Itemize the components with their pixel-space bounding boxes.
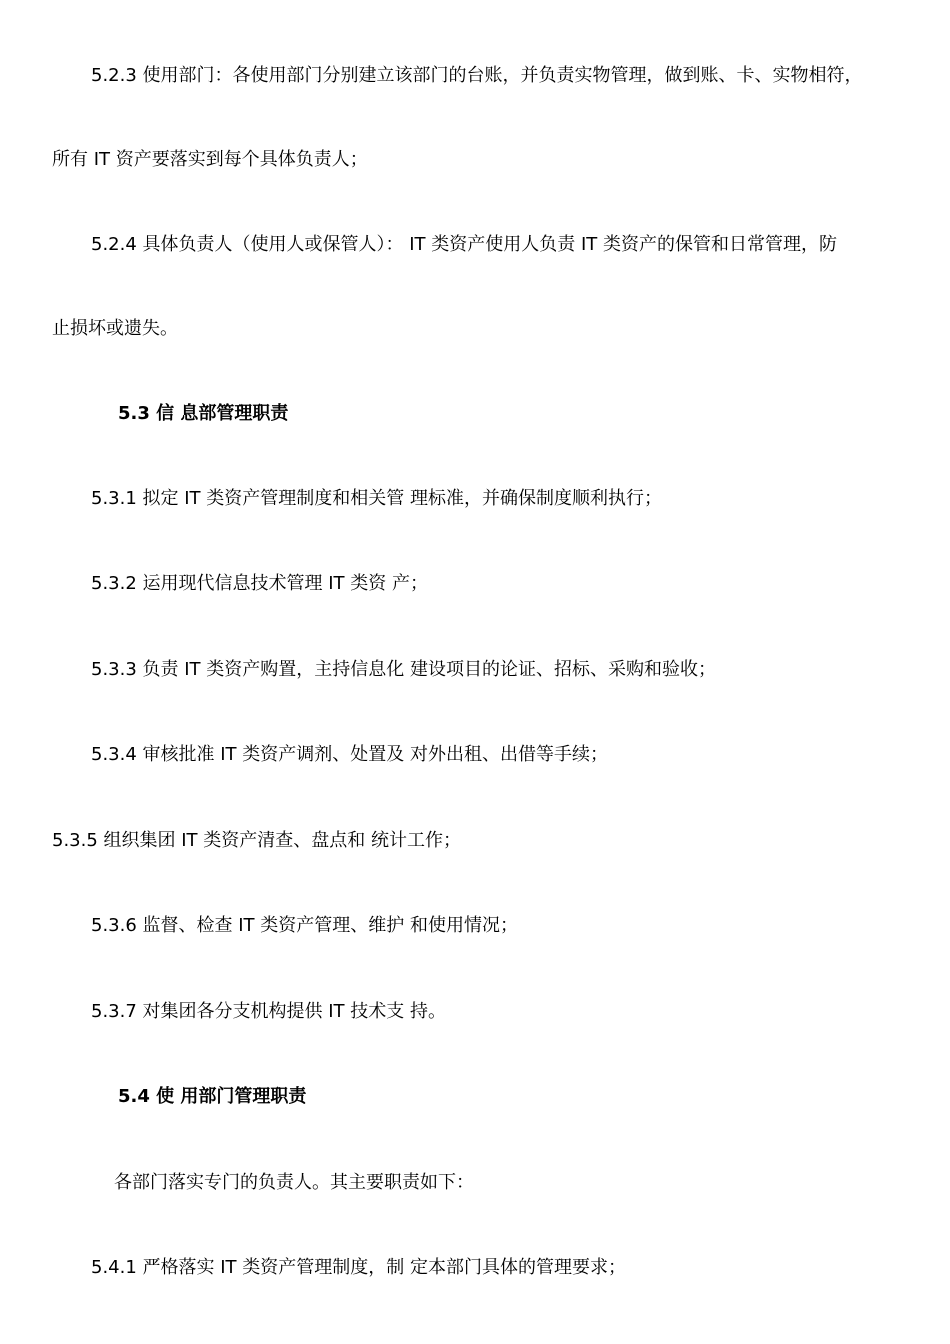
section-heading-5-4: 5.4 使 用部门管理职责 xyxy=(118,1086,307,1107)
item-5-3-5: 5.3.5 组织集团 IT 类资产清查、盘点和 统计工作； xyxy=(52,830,461,851)
paragraph-5-2-4-line-1: 5.2.4 具体负责人（使用人或保管人）： IT 类资产使用人负责 IT 类资产的保管和日常管理，防 xyxy=(91,234,838,255)
item-5-4-1: 5.4.1 严格落实 IT 类资产管理制度，制 定本部门具体的管理要求； xyxy=(91,1257,626,1278)
paragraph-5-2-3-line-1: 5.2.3 使用部门：各使用部门分别建立该部门的台账，并负责实物管理，做到账、卡、实物相符， xyxy=(91,65,863,86)
item-5-3-1: 5.3.1 拟定 IT 类资产管理制度和相关管 理标准，并确保制度顺利执行； xyxy=(91,488,662,509)
paragraph-5-2-3-line-2: 所有 IT 资产要落实到每个具体负责人； xyxy=(52,149,368,170)
item-5-3-4: 5.3.4 审核批准 IT 类资产调剂、处置及 对外出租、出借等手续； xyxy=(91,744,608,765)
item-5-3-6: 5.3.6 监督、检查 IT 类资产管理、维护 和使用情况； xyxy=(91,915,518,936)
item-5-3-2: 5.3.2 运用现代信息技术管理 IT 类资 产； xyxy=(91,573,428,594)
item-5-3-7: 5.3.7 对集团各分支机构提供 IT 技术支 持。 xyxy=(91,1001,446,1022)
paragraph-5-2-4-line-2: 止损坏或遗失。 xyxy=(52,318,178,339)
intro-5-4: 各部门落实专门的负责人。其主要职责如下： xyxy=(114,1172,474,1193)
item-5-3-3: 5.3.3 负责 IT 类资产购置，主持信息化 建设项目的论证、招标、采购和验收； xyxy=(91,659,716,680)
section-heading-5-3: 5.3 信 息部管理职责 xyxy=(118,403,289,424)
